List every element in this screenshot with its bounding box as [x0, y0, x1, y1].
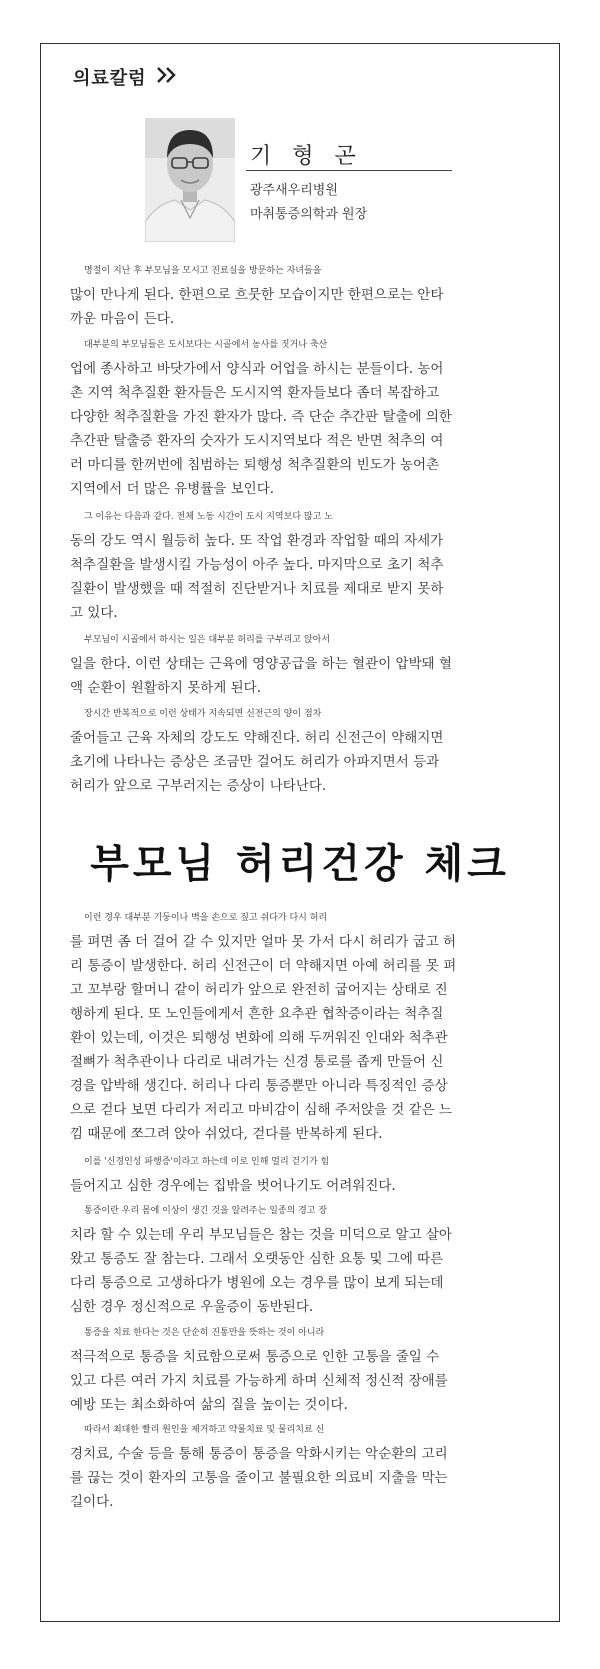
- author-photo: [145, 118, 235, 242]
- paragraph-line: 줄어들고 근육 자체의 강도도 약해진다. 허리 신전근이 약해지면: [70, 729, 444, 746]
- paragraph-line: 환이 있는데, 이것은 퇴행성 변화에 의해 두꺼워진 인대와 척추관: [70, 1030, 448, 1046]
- body-paragraph: [70, 1150, 530, 1198]
- paragraph-line: 다리 통증으로 고생하다가 병원에 오는 경우를 많이 보게 되는데: [70, 1274, 444, 1291]
- paragraph-line: 경을 압박해 생긴다. 허리나 다리 통증뿐만 아니라 특징적인 증상: [70, 1078, 448, 1094]
- author-title: 마취통증의학과 원장: [250, 207, 368, 222]
- paragraph-line: 고 있다.: [70, 605, 118, 621]
- paragraph-line: 그 이유는 다음과 같다. 전체 노동 시간이 도시 지역보다 많고 노: [84, 512, 333, 522]
- paragraph-line: 이런 경우 대부분 기둥이나 벽을 손으로 짚고 쉬다가 다시 허리: [84, 913, 328, 923]
- paragraph-line: 질환이 발생했을 때 적절히 진단받거나 치료를 제대로 받지 못하: [70, 581, 444, 597]
- paragraph-line: 촌 지역 척추질환 환자들은 도시지역 환자들보다 좀더 복잡하고: [70, 384, 440, 401]
- paragraph-line: 까운 마음이 든다.: [70, 311, 175, 327]
- paragraph-line: 지역에서 더 많은 유병률을 보인다.: [70, 480, 275, 497]
- paragraph-line: 장시간 반복적으로 이런 상태가 지속되면 신전근의 양이 점차: [84, 708, 322, 719]
- paragraph-line: 동의 강도 역시 월등히 높다. 또 작업 환경과 작업할 때의 자세가: [70, 533, 444, 549]
- paragraph-line: 척추질환을 발생시킬 가능성이 아주 높다. 마지막으로 초기 척추: [70, 557, 444, 573]
- body-paragraph: [70, 628, 530, 700]
- paragraph-line: 심한 경우 정신적으로 우울증이 동반된다.: [70, 1298, 314, 1315]
- paragraph-line: 이를 '신경인성 파행증'이라고 하는데 이로 인해 멀리 걷기가 힘: [84, 1157, 330, 1167]
- paragraph-line: 치라 할 수 있는데 우리 부모님들은 참는 것을 미덕으로 알고 살아: [70, 1226, 452, 1243]
- body-paragraph: [70, 1199, 530, 1319]
- paragraph-line: 명절이 지난 후 부모님을 모시고 진료실을 방문하는 자녀들을: [84, 266, 322, 276]
- body-paragraph: [70, 1418, 530, 1514]
- body-paragraph: [70, 333, 530, 501]
- headline: 부모님 허리건강 체크: [90, 840, 510, 887]
- author-hospital: 광주새우리병원: [250, 183, 338, 198]
- name-divider: [246, 170, 452, 171]
- paragraph-line: 으로 걷다 보면 다리가 저리고 마비감이 심해 주저앉을 것 같은 느: [70, 1102, 452, 1118]
- paragraph-line: 낌 때문에 쪼그려 앉아 쉬었다, 걷다를 반복하게 된다.: [70, 1126, 383, 1142]
- paragraph-line: 를 펴면 좀 더 걸어 갈 수 있지만 얼마 못 가서 다시 허리가 굽고 허: [70, 934, 457, 950]
- paragraph-line: 리 통증이 발생한다. 허리 신전근이 더 약해지면 아예 허리를 못 펴: [70, 958, 457, 974]
- paragraph-line: 경치료, 수술 등을 통해 통증이 통증을 악화시키는 악순환의 고리: [70, 1446, 448, 1463]
- author-name: 기 형 곤: [250, 144, 363, 169]
- paragraph-line: 고 꼬부랑 할머니 같이 허리가 앞으로 완전히 굽어지는 상태로 진: [70, 982, 448, 998]
- paragraph-line: 적극적으로 통증을 치료함으로써 통증으로 인한 고통을 줄일 수: [70, 1348, 440, 1365]
- body-paragraph: [70, 906, 530, 1146]
- body-paragraph: [70, 505, 530, 625]
- body-paragraph: [70, 702, 530, 798]
- paragraph-line: 절뼈가 척추관이나 다리로 내려가는 신경 통로를 좁게 만들어 신: [70, 1054, 444, 1070]
- paragraph-line: 업에 종사하고 바닷가에서 양식과 어업을 하시는 분들이다. 농어: [70, 360, 444, 377]
- paragraph-line: 왔고 통증도 잘 참는다. 그래서 오랫동안 심한 요통 및 그에 따른: [70, 1250, 444, 1267]
- paragraph-line: 허리가 앞으로 구부러지는 증상이 나타난다.: [70, 777, 327, 794]
- paragraph-line: 초기에 나타나는 증상은 조금만 걸어도 허리가 아파지면서 등과: [70, 753, 440, 770]
- paragraph-line: 액 순환이 원활하지 못하게 된다.: [70, 680, 261, 696]
- paragraph-line: 부모님이 시골에서 하시는 일은 대부분 허리를 구부리고 앉아서: [84, 635, 331, 645]
- paragraph-line: 를 끊는 것이 환자의 고통을 줄이고 불필요한 의료비 지출을 막는: [70, 1470, 448, 1487]
- paragraph-line: 추간판 탈출증 환자의 숫자가 도시지역보다 적은 반면 척추의 여: [70, 432, 444, 449]
- paragraph-line: 있고 다른 여러 가지 치료를 가능하게 하며 신체적 정신적 장애를: [70, 1372, 448, 1389]
- paragraph-line: 예방 또는 최소화하여 삶의 질을 높이는 것이다.: [70, 1396, 348, 1413]
- paragraph-line: 따라서 최대한 빨리 원인을 제거하고 약물치료 및 물리치료 신: [84, 1425, 325, 1436]
- section-label: 의료칼럼: [73, 68, 147, 89]
- paragraph-line: 다양한 척추질환을 가진 환자가 많다. 즉 단순 추간판 탈출에 의한: [70, 408, 452, 425]
- paragraph-line: 통증을 치료 한다는 것은 단순히 진통만을 뜻하는 것이 아니라: [84, 1327, 325, 1338]
- double-chevron-right-icon: [156, 66, 180, 84]
- paragraph-line: 행하게 된다. 또 노인들에게서 흔한 요추관 협착증이라는 척추질: [70, 1006, 444, 1022]
- paragraph-line: 일을 한다. 이런 상태는 근육에 영양공급을 하는 혈관이 압박돼 혈: [70, 656, 452, 672]
- paragraph-line: 많이 만나게 된다. 한편으로 흐뭇한 모습이지만 한편으로는 안타: [70, 287, 444, 303]
- paragraph-line: 들어지고 심한 경우에는 집밖을 벗어나기도 어려워진다.: [70, 1178, 396, 1194]
- paragraph-line: 러 마디를 한꺼번에 침범하는 퇴행성 척추질환의 빈도가 농어촌: [70, 456, 440, 473]
- paragraph-line: 통증이란 우리 몸에 이상이 생긴 것을 알려주는 일종의 경고 장: [84, 1205, 328, 1216]
- paragraph-line: 길이다.: [70, 1494, 114, 1511]
- paragraph-line: 대부분의 부모님들은 도시보다는 시골에서 농사를 짓거나 축산: [84, 339, 328, 350]
- body-paragraph: [70, 259, 530, 331]
- body-paragraph: [70, 1321, 530, 1417]
